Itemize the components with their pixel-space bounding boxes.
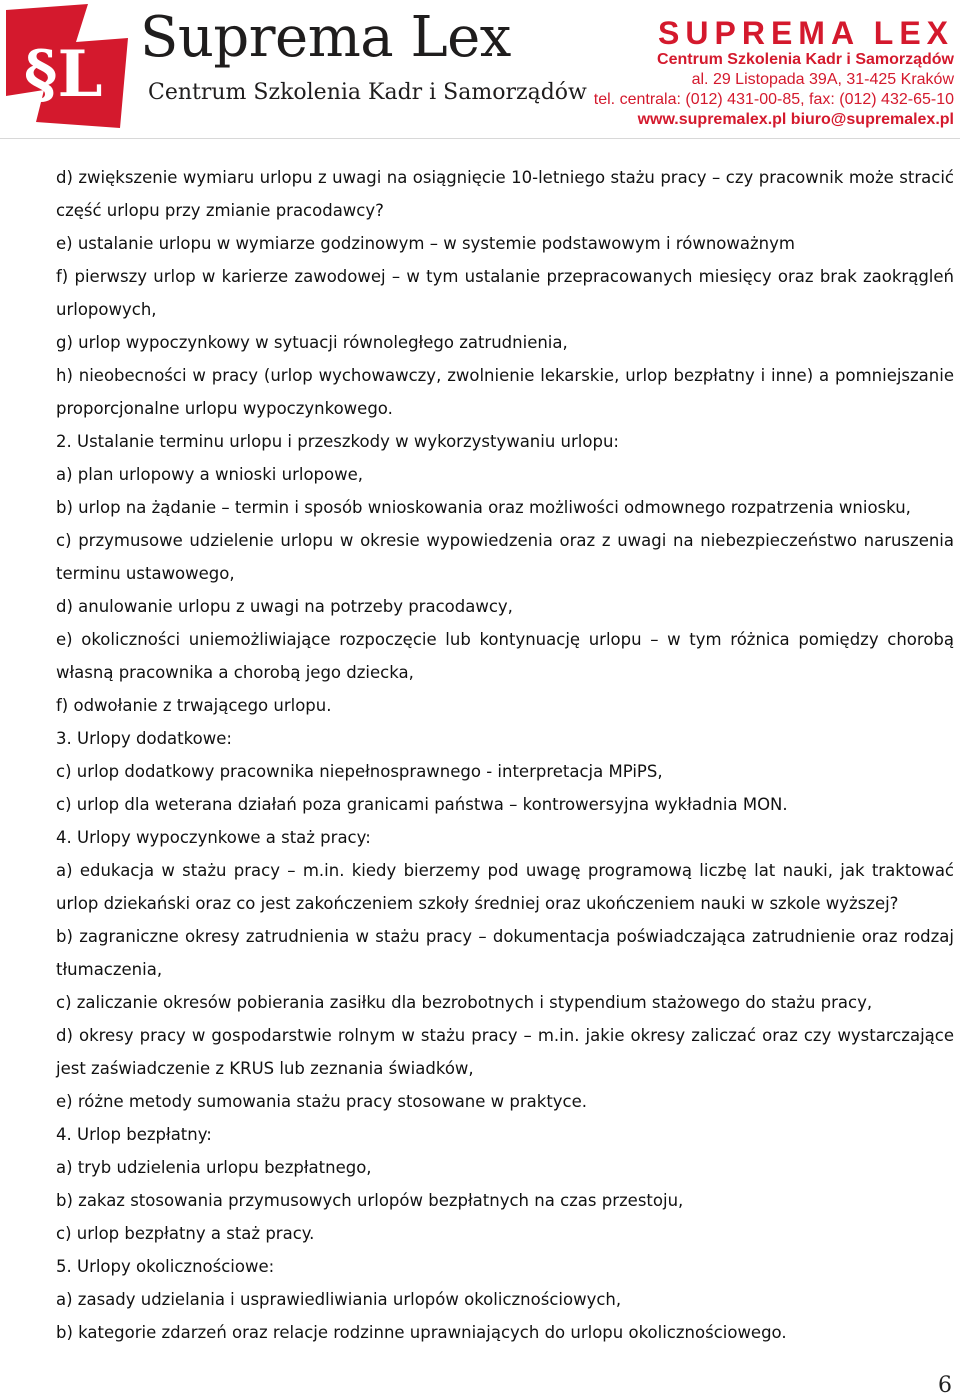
section-heading: 4. Urlopy wypoczynkowe a staż pracy: [56,828,371,847]
paragraph: b) urlop na żądanie – termin i sposób wnioskowania oraz możliwości odmownego rozpatrzenia wniosku, [56,498,911,517]
page-header [0,0,960,140]
paragraph: d) zwiększenie wymiaru urlopu z uwagi na osiągnięcie 10-letniego stażu pracy – czy pracownik może stracić część urlopu przy zmianie pracodawcy? [56,168,954,220]
paragraph: e) ustalanie urlopu w wymiarze godzinowym – w systemie podstawowym i równoważnym [56,234,795,253]
brand-subtitle: Centrum Szkolenia Kadr i Samorządów [148,80,587,105]
header-divider [0,138,960,139]
paragraph: d) anulowanie urlopu z uwagi na potrzeby pracodawcy, [56,597,513,616]
paragraph: g) urlop wypoczynkowy w sytuacji równoległego zatrudnienia, [56,333,568,352]
contact-block [594,16,954,130]
paragraph: f) odwołanie z trwającego urlopu. [56,696,332,715]
contact-subtitle: Centrum Szkolenia Kadr i Samorządów [657,51,954,68]
paragraph: a) plan urlopowy a wnioski urlopowe, [56,465,364,484]
paragraph: c) zaliczanie okresów pobierania zasiłku dla bezrobotnych i stypendium stażowego do stażu pracy, [56,993,873,1012]
section-heading: 3. Urlopy dodatkowe: [56,729,232,748]
brand-title: Suprema Lex [140,5,511,70]
section-heading: 4. Urlop bezpłatny: [56,1125,212,1144]
contact-web-email: www.supremalex.pl biuro@supremalex.pl [637,111,954,128]
paragraph: c) urlop bezpłatny a staż pracy. [56,1224,315,1243]
paragraph: b) kategorie zdarzeń oraz relacje rodzinne uprawniających do urlopu okolicznościowego. [56,1323,787,1342]
page-number: 6 [938,1373,952,1398]
paragraph: c) przymusowe udzielenie urlopu w okresie wypowiedzenia oraz z uwagi na niebezpieczeństwo naruszenia terminu ustawowego, [56,531,954,583]
paragraph: d) okresy pracy w gospodarstwie rolnym w stażu pracy – m.in. jakie okresy zaliczać oraz czy wystarczające jest zaświadczenie z KRUS lub zeznania świadków, [56,1026,954,1078]
paragraph: e) różne metody sumowania stażu pracy stosowane w praktyce. [56,1092,588,1111]
paragraph: a) zasady udzielania i usprawiedliwiania urlopów okolicznościowych, [56,1290,622,1309]
section-heading: 2. Ustalanie terminu urlopu i przeszkody w wykorzystywaniu urlopu: [56,432,619,451]
contact-name: SUPREMA LEX [658,15,954,51]
paragraph: h) nieobecności w pracy (urlop wychowawczy, zwolnienie lekarskie, urlop bezpłatny i inne) a pomniejszanie proporcjonalne urlopu wypoczynkowego. [56,366,954,418]
paragraph: e) okoliczności uniemożliwiające rozpoczęcie lub kontynuację urlopu – w tym różnica pomiędzy chorobą własną pracownika a chorobą jego dziecka, [56,630,954,682]
paragraph: a) edukacja w stażu pracy – m.in. kiedy bierzemy pod uwagę programową liczbę lat nauki, jak traktować urlop dziekański oraz co jest zakończeniem szkoły średniej oraz ukończeniem nauki w szkole wyższej? [56,861,954,913]
document-body [56,161,954,1349]
logo-monogram: §L [24,37,103,112]
section-heading: 5. Urlopy okolicznościowe: [56,1257,275,1276]
contact-phones: tel. centrala: (012) 431-00-85, fax: (012) 432-65-10 [593,91,954,108]
paragraph: c) urlop dodatkowy pracownika niepełnosprawnego - interpretacja MPiPS, [56,762,663,781]
paragraph: b) zagraniczne okresy zatrudnienia w stażu pracy – dokumentacja poświadczająca zatrudnienie oraz rodzaj tłumaczenia, [56,927,954,979]
contact-address: al. 29 Listopada 39A, 31-425 Kraków [691,71,954,88]
paragraph: f) pierwszy urlop w karierze zawodowej – w tym ustalanie przepracowanych miesięcy oraz brak zaokrągleń urlopowych, [56,267,954,319]
paragraph: a) tryb udzielenia urlopu bezpłatnego, [56,1158,372,1177]
suprema-lex-logo [6,4,128,128]
paragraph: b) zakaz stosowania przymusowych urlopów bezpłatnych na czas przestoju, [56,1191,684,1210]
paragraph: c) urlop dla weterana działań poza granicami państwa – kontrowersyjna wykładnia MON. [56,795,788,814]
